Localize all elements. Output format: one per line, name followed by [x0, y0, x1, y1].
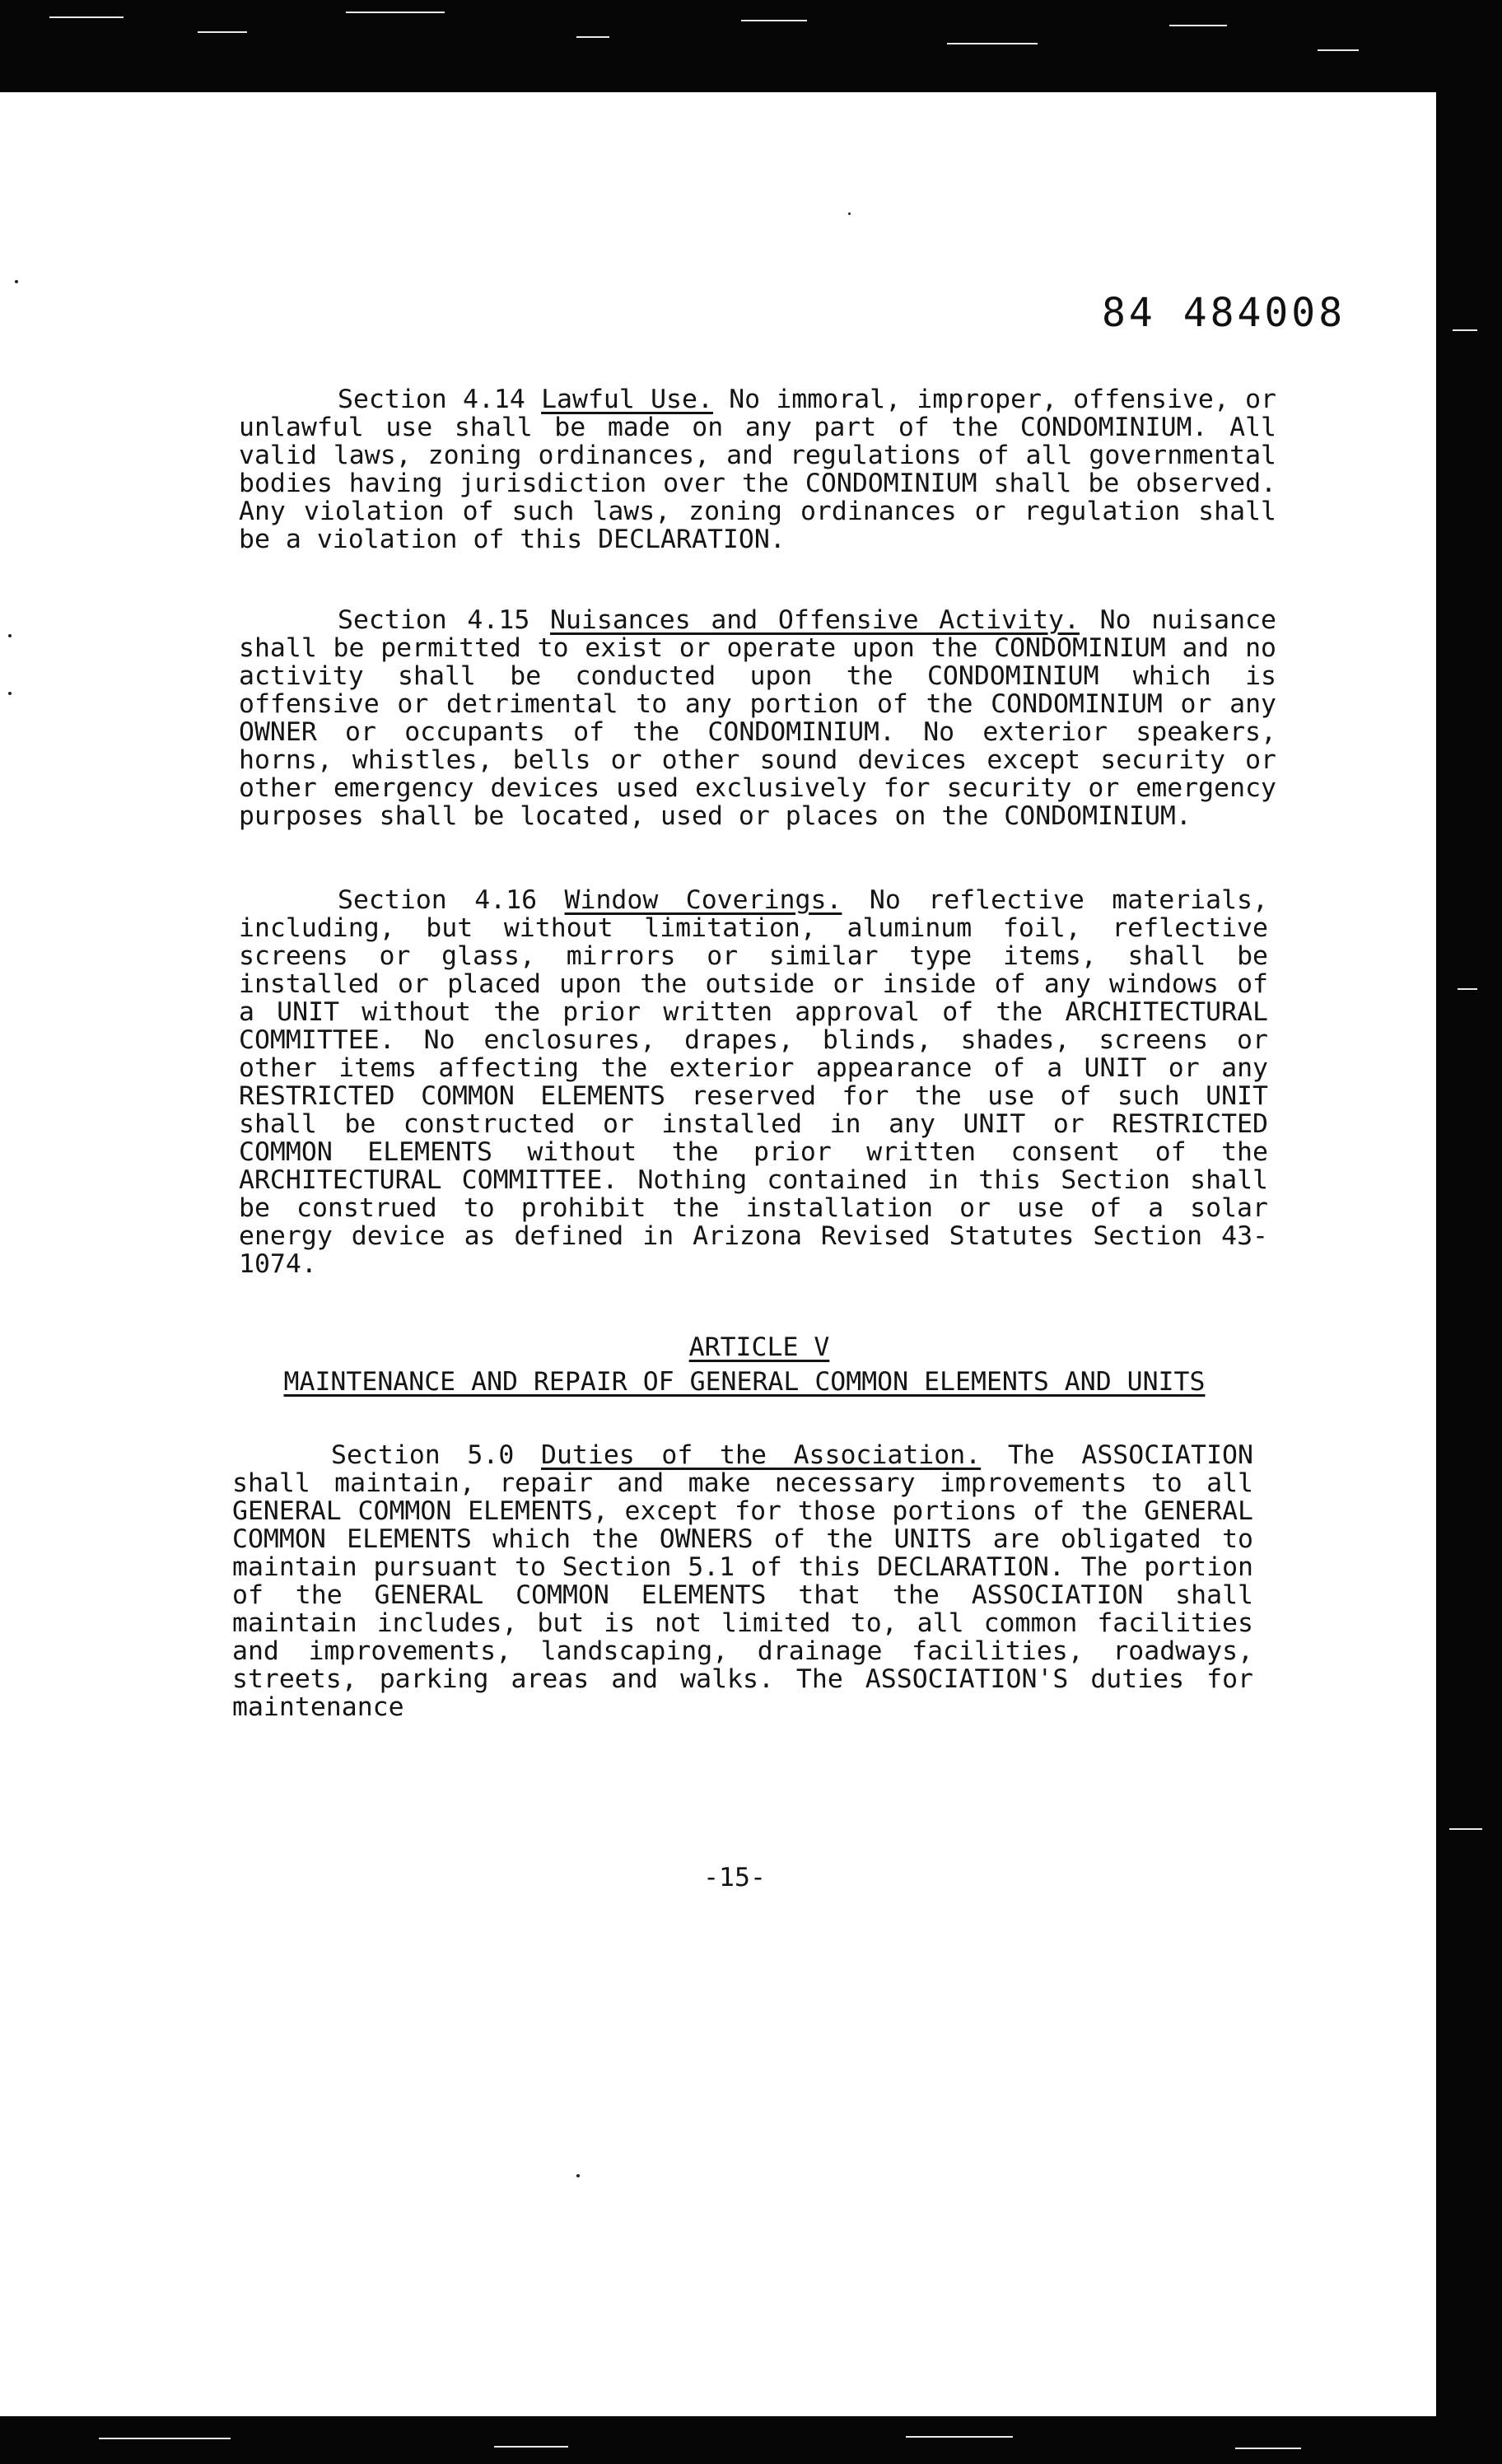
scan-speck — [848, 212, 851, 215]
scan-speck — [8, 634, 12, 637]
scan-speck — [8, 692, 12, 695]
section-title: Window Coverings. — [564, 885, 842, 915]
section-number: Section 4.16 — [338, 885, 538, 915]
section-number: Section 4.15 — [338, 605, 530, 635]
scan-speck — [1169, 25, 1227, 26]
scan-speck — [49, 16, 124, 18]
scan-speck — [1318, 49, 1359, 51]
page-number: -15- — [703, 1863, 766, 1892]
article-number: ARTICLE V — [688, 1332, 830, 1362]
scan-speck — [1453, 329, 1477, 331]
scan-speck — [494, 2446, 568, 2448]
scan-speck — [906, 2436, 1013, 2438]
section-title: Lawful Use. — [541, 385, 713, 414]
scan-speck — [15, 280, 18, 283]
section-text: No immoral, improper, offensive, or unlawful use shall be made on any part of the CONDOMINIUM. All valid laws, zoning ordinances, and regulations of all governmental bodies having jurisdiction over the CONDOMINIUM shall be observed. Any violation of such laws, zoning ordinances or regulation shall be a violation of this DECLARATION. — [239, 385, 1276, 554]
scan-speck — [1458, 988, 1477, 990]
section-text: No nuisance shall be permitted to exist or operate upon the CONDOMINIUM and no activity shall be conducted upon the CONDOMINIUM which is offensive or detrimental to any portion of the CONDOMINIUM or any OWNER or occupants of the CONDOMINIUM. No exterior speakers, horns, whistles, bells or other sound devices except security or other emergency devices used exclusively for security or emergency purposes shall be located, used or places on the CONDOMINIUM. — [239, 605, 1276, 831]
section-title: Duties of the Association. — [540, 1440, 982, 1470]
section-number: Section 4.14 — [338, 385, 525, 414]
scan-speck — [1449, 1828, 1482, 1830]
document-number: 84 484008 — [1102, 290, 1346, 336]
section-4-14 — [239, 385, 1276, 553]
scan-speck — [346, 12, 445, 13]
scan-border-right — [1436, 0, 1502, 2464]
article-title: MAINTENANCE AND REPAIR OF GENERAL COMMON ELEMENTS AND UNITS — [283, 1367, 1206, 1397]
section-5-0 — [232, 1441, 1253, 1721]
scan-speck — [947, 43, 1038, 44]
scan-speck — [1235, 2448, 1301, 2449]
section-text: No reflective materials, including, but without limitation, aluminum foil, reflective screens or glass, mirrors or similar type items, shall be installed or placed upon the outside or inside of any windows of a UNIT without the prior written approval of the ARCHITECTURAL COMMITTEE. No enclosures, drapes, blinds, shades, screens or other items affecting the exterior appearance of a UNIT or any RESTRICTED COMMON ELEMENTS reserved for the use of such UNIT shall be constructed or installed in any UNIT or RESTRICTED COMMON ELEMENTS without the prior written consent of the ARCHITECTURAL COMMITTEE. Nothing contained in this Section shall be construed to prohibit the installation or use of a solar energy device as defined in Arizona Revised Statutes Section 43-1074. — [239, 885, 1268, 1279]
scan-speck — [99, 2438, 231, 2439]
section-number: Section 5.0 — [331, 1440, 515, 1470]
section-title: Nuisances and Offensive Activity. — [549, 605, 1080, 635]
scan-speck — [741, 20, 807, 21]
scan-border-top — [0, 0, 1502, 92]
scan-speck — [198, 31, 247, 33]
section-text: The ASSOCIATION shall maintain, repair and make necessary improvements to all GENERAL COMMON ELEMENTS, except for those portions of the GENERAL COMMON ELEMENTS which the OWNERS of the UNITS are obligated to maintain pursuant to Section 5.1 of this DECLARATION. The portion of the GENERAL COMMON ELEMENTS that the ASSOCIATION shall maintain includes, but is not limited to, all common facilities and improvements, landscaping, drainage facilities, roadways, streets, parking areas and walks. The ASSOCIATION'S duties for maintenance — [232, 1440, 1253, 1722]
scan-border-bottom — [0, 2416, 1502, 2464]
scan-speck — [576, 36, 609, 38]
scan-speck — [576, 2174, 580, 2177]
section-4-15 — [239, 606, 1276, 830]
section-4-16 — [239, 886, 1268, 1278]
